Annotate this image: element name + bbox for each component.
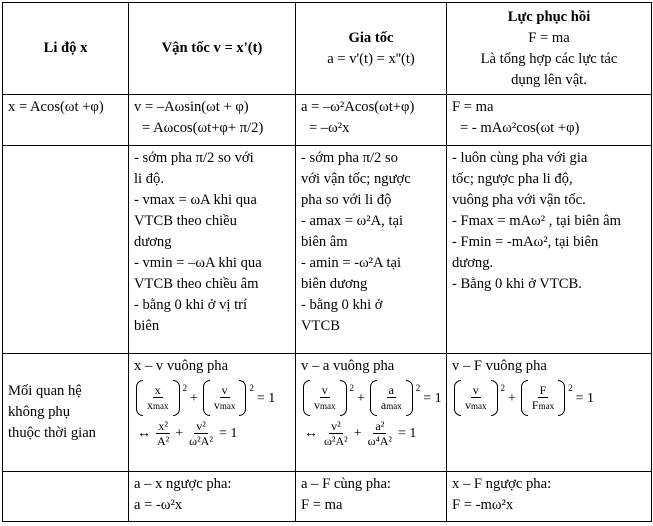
eq-x-cell (3, 95, 129, 146)
arrow-va: ↔ (304, 426, 318, 441)
eq-a-2: = –ω²x (309, 120, 350, 136)
formula-va-2: ↔ $\frac{\text{v²}}{\text{ω²A²}}$ + $\frac{\text{a²}}{\text{ω⁴A²}}$ = 1 (304, 419, 417, 448)
eq-a-1: a = –ω²Acos(ωt+φ) (301, 99, 415, 115)
phase-ax-cell (129, 472, 296, 522)
prop-a-line: - amin = -ω²A tại (301, 255, 402, 271)
header-row (3, 3, 652, 95)
phase-xf-1: x – F ngược pha: (452, 476, 552, 492)
phase-xf-2: F = -mω²x (452, 497, 514, 513)
prop-f-line: - Bằng 0 khi ở VTCB. (452, 276, 582, 292)
relation-label-1: Mối quan hệ (8, 383, 82, 399)
eq-f-1: F = ma (452, 99, 494, 115)
prop-f-line: - luôn cùng pha với gia (452, 150, 588, 166)
prop-a-line: với vận tốc; ngược (301, 171, 411, 187)
phase-af-cell (296, 472, 447, 522)
prop-v-cell (129, 146, 296, 354)
prop-f-line: - Fmin = -mAω², tại biên (452, 234, 599, 250)
header-acceleration-title: Gia tốc (348, 29, 394, 46)
eq-one-xv: = 1 (256, 390, 276, 406)
prop-v-line: VTCB theo chiều âm (134, 276, 259, 292)
phase-row (3, 472, 652, 522)
phase-ax-2: a = -ω²x (134, 497, 183, 513)
equation-row (3, 95, 652, 146)
eq-f-2: = - mAω²cos(ωt +φ) (460, 120, 580, 136)
eq-one-va: = 1 (423, 390, 442, 406)
relation-xv-cell (129, 354, 296, 472)
relation-va-cell (296, 354, 447, 472)
relation-label-cell (3, 354, 129, 472)
prop-v-line: dương (134, 234, 172, 250)
eq-f-cell (447, 95, 652, 146)
eq-one-vf: = 1 (575, 390, 594, 406)
prop-v-line: biên (134, 318, 160, 334)
formula-xv-1: $\frac{x}{xmax}$ 2 + $\frac{v}{vmax}$ 2 = 1 (134, 380, 290, 416)
eq-a-cell (296, 95, 447, 146)
header-velocity-text: Vận tốc v = x'(t) (161, 40, 263, 56)
prop-v-line: VTCB theo chiều (134, 213, 237, 229)
properties-row (3, 146, 652, 354)
prop-a-line: - sớm pha π/2 so (301, 150, 398, 166)
phase-empty-cell (3, 472, 129, 522)
relation-label-3: thuộc thời gian (8, 425, 96, 441)
phase-af-1: a – F cùng pha: (301, 476, 391, 492)
prop-a-line: - bằng 0 khi ở (301, 297, 383, 313)
prop-a-line: biên âm (301, 234, 348, 250)
relation-row (3, 354, 652, 472)
prop-a-line: biên dương (301, 276, 368, 292)
prop-v-line: li độ. (134, 171, 164, 187)
prop-a-line: pha so với li độ (301, 192, 392, 208)
header-force-sub2: Là tổng hợp các lực tác (480, 50, 618, 67)
phase-ax-1: a – x ngược pha: (134, 476, 232, 492)
formula-va-1: $\frac{v}{vmax}$ 2 + $\frac{a}{amax}$ 2 = 1 (301, 380, 441, 416)
prop-v-line: - vmin = –ωA khi qua (134, 255, 262, 271)
prop-f-cell (447, 146, 652, 354)
prop-empty-cell (3, 146, 129, 354)
prop-f-line: tốc; ngược pha li độ, (452, 171, 573, 187)
relation-va-title: v – a vuông pha (301, 358, 395, 374)
eq-v-2: = Aωcos(ωt+φ+ π/2) (142, 120, 264, 136)
relation-label-2: không phụ (8, 404, 71, 420)
eq-v-cell (129, 95, 296, 146)
prop-v-line: - vmax = ωA khi qua (134, 192, 257, 208)
prop-f-line: dương. (452, 255, 494, 271)
header-force-title: Lực phục hồi (507, 8, 591, 25)
header-restoring-force (447, 3, 652, 95)
header-force-sub1: F = ma (528, 29, 570, 46)
formula-vf-1: $\frac{v}{vmax}$ 2 + $\frac{F}{Fmax}$ 2 = 1 (452, 380, 646, 416)
prop-f-line: vuông pha với vận tốc. (452, 192, 586, 208)
formula-xv-2: ↔ $\frac{\text{x²}}{\text{A²}}$ + $\frac{\text{v²}}{\text{ω²A²}}$ = 1 (137, 419, 238, 448)
eq-one-va2: = 1 (398, 426, 417, 441)
prop-f-line: - Fmax = mAω² , tại biên âm (452, 213, 621, 229)
prop-a-line: VTCB (301, 318, 340, 334)
header-acceleration (296, 3, 447, 95)
relation-vf-cell (447, 354, 652, 472)
relation-vf-title: v – F vuông pha (452, 358, 547, 374)
header-velocity (129, 3, 296, 95)
prop-v-line: - bằng 0 khi ở vị trí (134, 297, 248, 313)
header-acceleration-sub: a = v'(t) = x''(t) (327, 50, 415, 67)
phase-af-2: F = ma (301, 497, 343, 513)
physics-table (2, 2, 652, 522)
header-force-sub3: dụng lên vật. (511, 71, 587, 88)
prop-a-line: - amax = ω²A, tại (301, 213, 404, 229)
relation-xv-title: x – v vuông pha (134, 358, 229, 374)
phase-xf-cell (447, 472, 652, 522)
eq-one-xv2: = 1 (218, 426, 238, 441)
header-displacement: Li độ x (3, 3, 129, 95)
prop-v-line: - sớm pha π/2 so với (134, 150, 254, 166)
eq-v-1: v = –Aωsin(ωt + φ) (134, 99, 249, 115)
prop-a-cell (296, 146, 447, 354)
arrow-xv: ↔ (137, 426, 151, 441)
eq-x: x = Acos(ωt +φ) (8, 99, 104, 115)
